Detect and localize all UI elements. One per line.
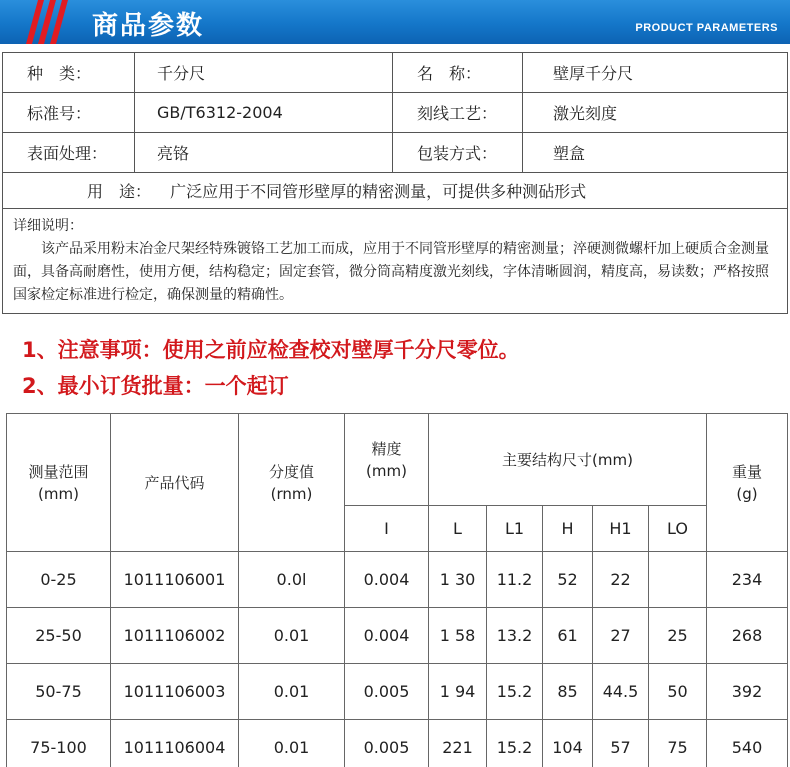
spec-row <box>7 664 788 720</box>
cell-range: 75-100 <box>7 720 111 767</box>
sub-lo: LO <box>649 506 707 552</box>
cell-range: 25-50 <box>7 608 111 664</box>
header-text: 测量范围 (mm) <box>28 462 89 503</box>
brand-stripes-icon <box>18 0 70 44</box>
cell-division: 0.01 <box>239 608 345 664</box>
cell-lo <box>649 552 707 608</box>
type-label: 种 类： <box>3 53 135 93</box>
sub-l1: L1 <box>487 506 543 552</box>
cell-weight: 234 <box>707 552 788 608</box>
cell-code: 1011106004 <box>111 720 239 767</box>
sub-i: I <box>345 506 429 552</box>
cell-h1: 27 <box>593 608 649 664</box>
sub-h: H <box>543 506 593 552</box>
cell-h1: 57 <box>593 720 649 767</box>
cell-l1: 15.2 <box>487 720 543 767</box>
header-code: 产品代码 <box>111 414 239 552</box>
surface-value: 亮铬 <box>135 133 393 173</box>
std-value: GB/T6312-2004 <box>135 93 393 133</box>
header-text: 分度值 (rnm) <box>268 462 314 503</box>
header-division <box>239 414 345 552</box>
header-range <box>7 414 111 552</box>
cell-l1: 15.2 <box>487 664 543 720</box>
params-row <box>3 209 788 314</box>
section-subtitle: PRODUCT PARAMETERS <box>635 22 778 34</box>
cell-l: 221 <box>429 720 487 767</box>
params-row <box>3 133 788 173</box>
cell-code: 1011106002 <box>111 608 239 664</box>
pack-value: 塑盒 <box>523 133 788 173</box>
cell-weight: 392 <box>707 664 788 720</box>
detail-body: 该产品采用粉末冶金尺架经特殊镀铬工艺加工而成，应用于不同管形壁厚的精密测量；淬硬测微螺杆加上硬质合金测量面，具备高耐磨性，使用方便，结构稳定；固定套管，微分筒高精度激光刻线，字体清晰圆润，精度高，易读数；严格按照国家检定标准进行检定，确保测量的精确性。 <box>13 241 769 303</box>
cell-accuracy: 0.005 <box>345 664 429 720</box>
header-accuracy <box>345 414 429 506</box>
cell-range: 50-75 <box>7 664 111 720</box>
cell-h1: 44.5 <box>593 664 649 720</box>
scale-value: 激光刻度 <box>523 93 788 133</box>
name-value: 壁厚千分尺 <box>523 53 788 93</box>
cell-division: 0.01 <box>239 720 345 767</box>
params-row <box>3 93 788 133</box>
section-title: 商品参数 <box>92 11 205 41</box>
cell-lo: 75 <box>649 720 707 767</box>
cell-h: 85 <box>543 664 593 720</box>
cell-h: 104 <box>543 720 593 767</box>
header-banner <box>0 0 790 44</box>
note-zero-check: 1、注意事项：使用之前应检查校对壁厚千分尺零位。 <box>22 338 520 362</box>
params-row <box>3 53 788 93</box>
name-label: 名 称： <box>393 53 523 93</box>
header-dims: 主要结构尺寸(mm) <box>429 414 707 506</box>
use-cell <box>3 173 788 209</box>
sub-l: L <box>429 506 487 552</box>
use-value: 广泛应用于不同管形壁厚的精密测量，可提供多种测砧形式 <box>170 182 587 201</box>
type-value: 千分尺 <box>135 53 393 93</box>
spec-row <box>7 608 788 664</box>
cell-code: 1011106001 <box>111 552 239 608</box>
sub-h1: H1 <box>593 506 649 552</box>
scale-label: 刻线工艺： <box>393 93 523 133</box>
cell-h: 52 <box>543 552 593 608</box>
spec-header-row <box>7 414 788 506</box>
header-text: 重量 (g) <box>731 462 762 503</box>
use-label: 用 途： <box>87 182 152 201</box>
detail-title: 详细说明： <box>13 218 83 234</box>
cell-division: 0.0l <box>239 552 345 608</box>
spec-row <box>7 552 788 608</box>
cell-division: 0.01 <box>239 664 345 720</box>
params-table <box>2 52 788 314</box>
spec-table <box>6 413 788 767</box>
spec-row <box>7 720 788 767</box>
cell-l1: 11.2 <box>487 552 543 608</box>
cell-lo: 25 <box>649 608 707 664</box>
params-row <box>3 173 788 209</box>
cell-accuracy: 0.004 <box>345 552 429 608</box>
cell-l: 1 30 <box>429 552 487 608</box>
cell-l1: 13.2 <box>487 608 543 664</box>
pack-label: 包装方式： <box>393 133 523 173</box>
surface-label: 表面处理： <box>3 133 135 173</box>
cell-weight: 268 <box>707 608 788 664</box>
cell-lo: 50 <box>649 664 707 720</box>
cell-h: 61 <box>543 608 593 664</box>
cell-l: 1 58 <box>429 608 487 664</box>
std-label: 标准号： <box>3 93 135 133</box>
detail-cell <box>3 209 788 314</box>
header-text: 精度 (mm) <box>366 439 407 480</box>
cell-code: 1011106003 <box>111 664 239 720</box>
cell-accuracy: 0.005 <box>345 720 429 767</box>
cell-accuracy: 0.004 <box>345 608 429 664</box>
note-min-order: 2、最小订货批量：一个起订 <box>22 374 289 398</box>
cell-h1: 22 <box>593 552 649 608</box>
cell-weight: 540 <box>707 720 788 767</box>
cell-l: 1 94 <box>429 664 487 720</box>
cell-range: 0-25 <box>7 552 111 608</box>
header-weight <box>707 414 788 552</box>
